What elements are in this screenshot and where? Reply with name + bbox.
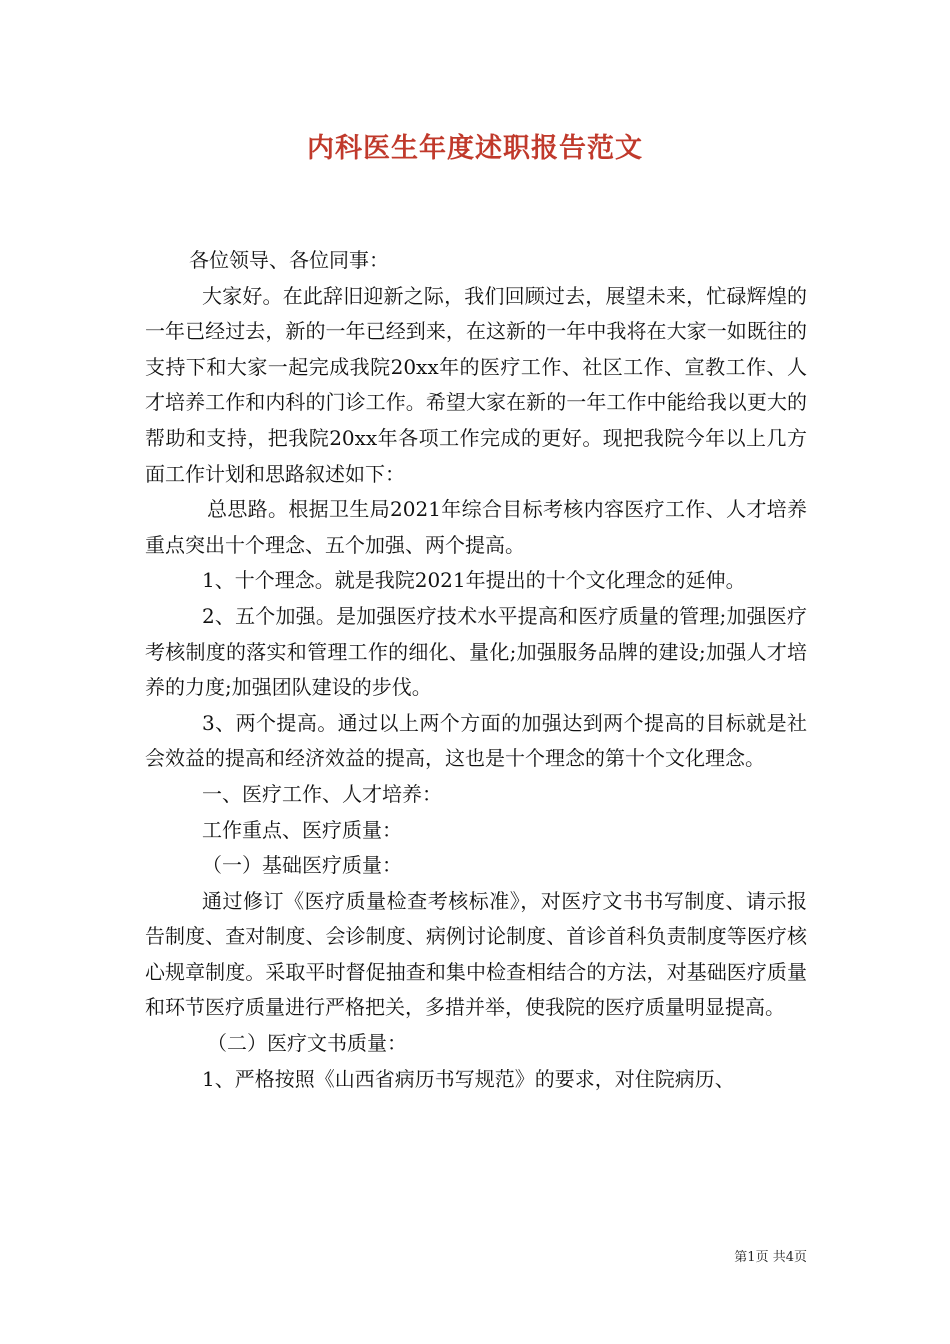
page-suffix: 页 [793, 1250, 807, 1265]
page-total: 4 [785, 1250, 794, 1265]
subheading-basic-quality: （一）基础医疗质量： [202, 853, 402, 878]
page-current: 1 [747, 1250, 756, 1265]
paragraph-basic-quality: 通过修订《医疗质量检查考核标准》，对医疗文书书写制度、请示报告制度、查对制度、会诊制度、病例讨论制度、首诊首科负责制度等医疗核心规章制度。采取平时督促抽查和集中检查相结合的方法，对基础医疗质量和环节医疗质量进行严格把关，多措并举，使我院的医疗质量明显提高。 [145, 888, 807, 1020]
document-body [145, 243, 807, 1097]
paragraph-two-improvements: 3、两个提高。通过以上两个方面的加强达到两个提高的目标就是社会效益的提高和经济效益的提高，这也是十个理念的第十个文化理念。 [145, 710, 807, 771]
paragraph-greeting: 各位领导、各位同事： [189, 248, 389, 272]
page-number-footer [734, 1249, 807, 1267]
document-title: 内科医生年度述职报告范文 [307, 133, 643, 164]
paragraph-ten-concepts: 1、十个理念。就是我院2021年提出的十个文化理念的延伸。 [202, 568, 746, 593]
paragraph-overall-approach: 总思路。根据卫生局2021年综合目标考核内容医疗工作、人才培养重点突出十个理念、五个加强、两个提高。 [145, 497, 807, 557]
paragraph-document-quality: 1、严格按照《山西省病历书写规范》的要求，对住院病历、 [202, 1066, 735, 1091]
subheading-document-quality: （二）医疗文书质量： [207, 1031, 407, 1056]
subheading-work-focus: 工作重点、医疗质量： [202, 817, 402, 842]
paragraph-intro: 大家好。在此辞旧迎新之际，我们回顾过去，展望未来，忙碌辉煌的一年已经过去，新的一年已经到来，在这新的一年中我将在大家一如既往的支持下和大家一起完成我院20xx年的医疗工作、社区工作、宣教工作、人才培养工作和内科的门诊工作。希望大家在新的一年工作中能给我以更大的帮助和支持，把我院20xx年各项工作完成的更好。现把我院今年以上几方面工作计划和思路叙述如下： [145, 283, 807, 486]
page-middle: 页 共 [755, 1250, 786, 1265]
page-prefix: 第 [734, 1250, 748, 1265]
paragraph-five-strengthenings: 2、五个加强。是加强医疗技术水平提高和医疗质量的管理;加强医疗考核制度的落实和管理工作的细化、量化;加强服务品牌的建设;加强人才培养的力度;加强团队建设的步伐。 [145, 603, 807, 700]
section-heading-medical-work: 一、医疗工作、人才培养： [202, 781, 442, 806]
